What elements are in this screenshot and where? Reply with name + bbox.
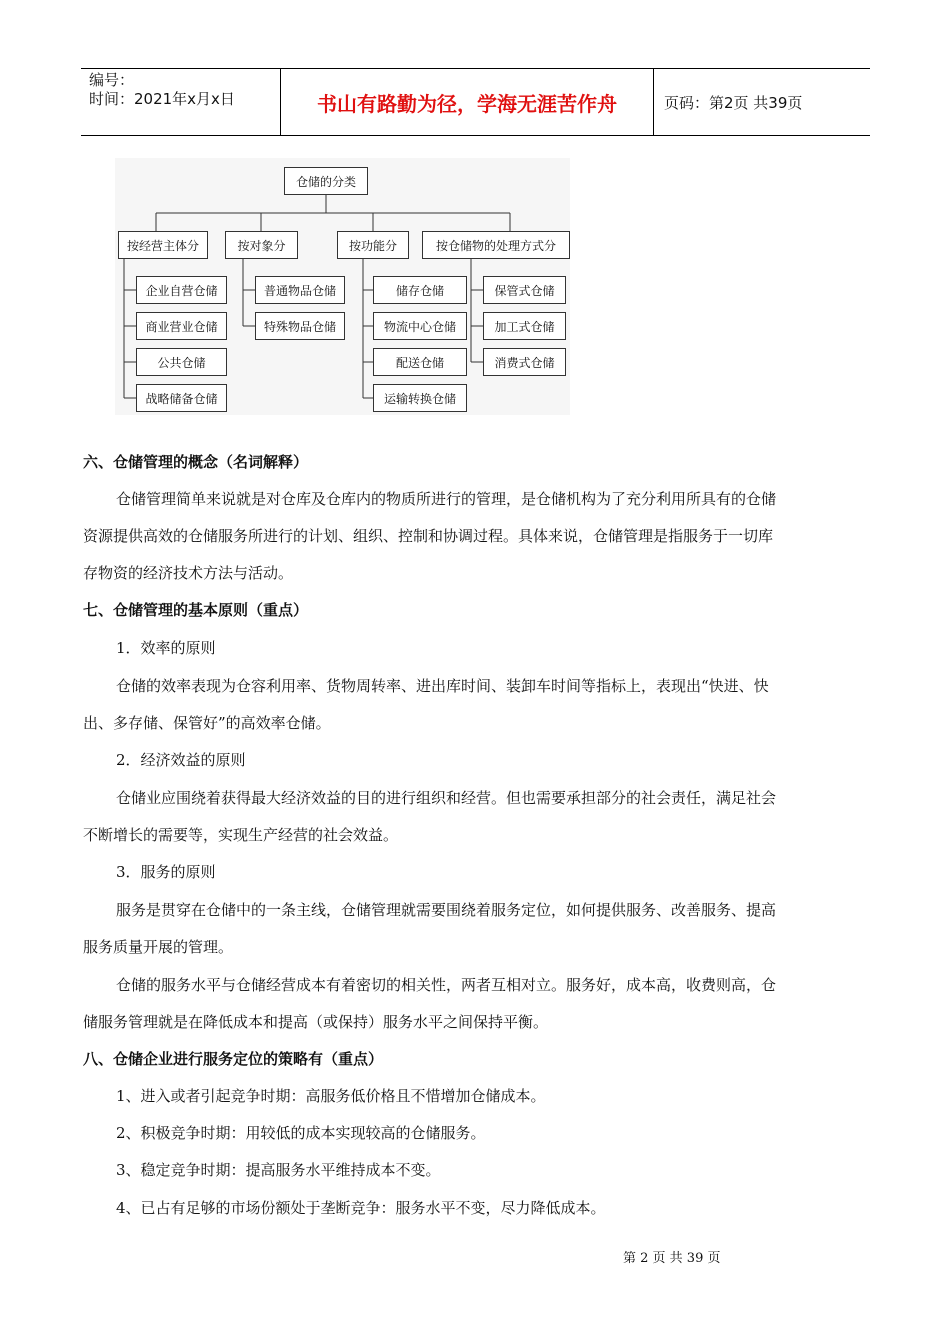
- diagram-root: 仓储的分类: [284, 167, 368, 195]
- diagram-leaf: 运输转换仓储: [373, 384, 467, 412]
- subsection-heading: 1．效率的原则: [116, 639, 216, 657]
- paragraph-line: 不断增长的需要等，实现生产经营的社会效益。: [83, 826, 399, 844]
- diagram-leaf: 物流中心仓储: [373, 312, 467, 340]
- diagram-leaf: 加工式仓储: [483, 312, 566, 340]
- paragraph-line: 资源提供高效的仓储服务所进行的计划、组织、控制和协调过程。具体来说，仓储管理是指服务于一切库: [83, 527, 774, 545]
- list-item: 1、进入或者引起竞争时期：高服务低价格且不惜增加仓储成本。: [116, 1087, 546, 1105]
- diagram-leaf: 公共仓储: [136, 348, 227, 376]
- header-info: [81, 69, 281, 135]
- paragraph-line: 仓储业应围绕着获得最大经济效益的目的进行组织和经营。但也需要承担部分的社会责任，满足社会: [116, 789, 777, 807]
- header-time: 时间：2021年x月x日: [89, 90, 235, 108]
- header-number: 编号：: [89, 71, 135, 89]
- list-item: 2、积极竞争时期：用较低的成本实现较高的仓储服务。: [116, 1124, 486, 1142]
- list-item: 3、稳定竞争时期：提高服务水平维持成本不变。: [116, 1161, 441, 1179]
- diagram-leaf: 消费式仓储: [483, 348, 566, 376]
- subsection-heading: 3．服务的原则: [116, 863, 216, 881]
- list-item: 4、已占有足够的市场份额处于垄断竞争：服务水平不变，尽力降低成本。: [116, 1199, 606, 1217]
- diagram-leaf: 配送仓储: [373, 348, 467, 376]
- paragraph-line: 服务质量开展的管理。: [83, 938, 234, 956]
- diagram-leaf: 商业营业仓储: [136, 312, 227, 340]
- storage-classification-diagram: [115, 158, 570, 415]
- subsection-heading: 2．经济效益的原则: [116, 751, 246, 769]
- diagram-leaf: 普通物品仓储: [255, 276, 345, 304]
- page-footer: 第 2 页 共 39 页: [623, 1251, 721, 1266]
- category-by-object: 按对象分: [225, 231, 298, 259]
- diagram-leaf: 储存仓储: [373, 276, 467, 304]
- section-6-heading: 六、仓储管理的概念（名词解释）: [83, 453, 309, 471]
- paragraph-line: 服务是贯穿在仓储中的一条主线，仓储管理就需要围绕着服务定位，如何提供服务、改善服务、提高: [116, 901, 777, 919]
- paragraph-line: 出、多存储、保管好”的高效率仓储。: [83, 714, 331, 732]
- diagram-leaf: 企业自营仓储: [136, 276, 227, 304]
- header-motto: 书山有路勤为径，学海无涯苦作舟: [281, 69, 654, 135]
- paragraph-line: 仓储的效率表现为仓容利用率、货物周转率、进出库时间、装卸车时间等指标上，表现出“快进、快: [116, 677, 769, 695]
- category-by-function: 按功能分: [337, 231, 409, 259]
- category-by-handling: 按仓储物的处理方式分: [422, 231, 570, 259]
- category-by-operator: 按经营主体分: [118, 231, 208, 259]
- paragraph-line: 仓储管理简单来说就是对仓库及仓库内的物质所进行的管理，是仓储机构为了充分利用所具有的仓储: [116, 490, 777, 508]
- diagram-leaf: 保管式仓储: [483, 276, 566, 304]
- paragraph-line: 仓储的服务水平与仓储经营成本有着密切的相关性，两者互相对立。服务好，成本高，收费则高，仓: [116, 976, 777, 994]
- paragraph-line: 储服务管理就是在降低成本和提高（或保持）服务水平之间保持平衡。: [83, 1013, 549, 1031]
- paragraph-line: 存物资的经济技术方法与活动。: [83, 564, 294, 582]
- section-7-heading: 七、仓储管理的基本原则（重点）: [83, 601, 309, 619]
- page-header: [81, 68, 870, 136]
- diagram-leaf: 特殊物品仓储: [255, 312, 345, 340]
- header-page-number: 页码：第2页 共39页: [664, 93, 803, 112]
- section-8-heading: 八、仓储企业进行服务定位的策略有（重点）: [83, 1050, 384, 1068]
- diagram-leaf: 战略储备仓储: [136, 384, 227, 412]
